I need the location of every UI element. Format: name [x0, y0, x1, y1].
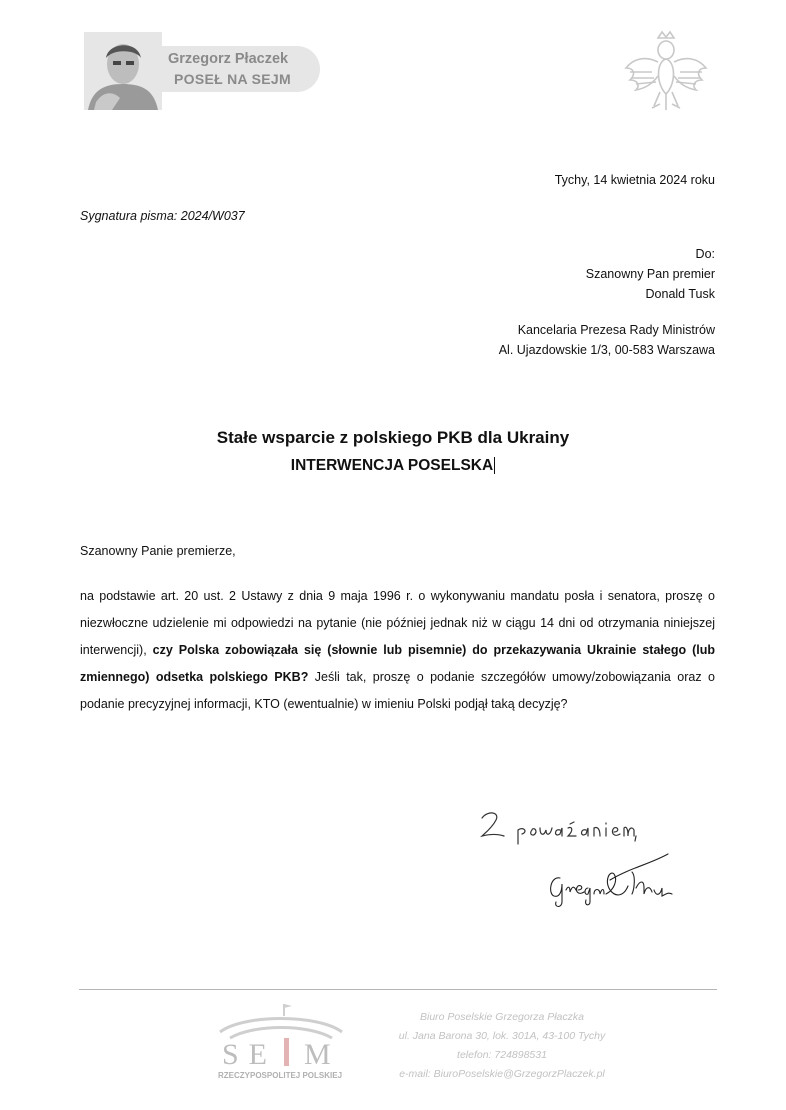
recipient-name: Donald Tusk [645, 287, 715, 301]
letter-body [80, 583, 715, 718]
eagle-emblem-icon [622, 28, 710, 116]
author-role: POSEŁ NA SEJM [174, 71, 291, 87]
recipient-label: Do: [695, 247, 715, 261]
body-text-part1: na podstawie art. 20 ust. 2 Ustawy z dnia 9 maja 1996 r. o wykonywaniu mandatu posła i senatora, proszę o niezwłoczne udzielenie mi odpowiedzi na pytanie (nie później jednak niż w ciągu 14 dni od otrzymania niniejszej interwencji), [80, 589, 715, 657]
author-photo [84, 32, 162, 110]
letter-subtitle-text: INTERWENCJA POSELSKA [290, 457, 494, 474]
author-name: Grzegorz Płaczek [168, 51, 289, 67]
recipient-office: Kancelaria Prezesa Rady Ministrów [517, 323, 715, 337]
footer-address: ul. Jana Barona 30, lok. 301A, 43-100 Tychy [398, 1030, 606, 1042]
letter-date: Tychy, 14 kwietnia 2024 roku [554, 173, 715, 187]
footer-divider [79, 989, 717, 990]
sejm-logo [214, 998, 348, 1082]
recipient-address: Al. Ujazdowskie 1/3, 00-583 Warszawa [498, 343, 715, 357]
footer-email[interactable]: e-mail: BiuroPoselskie@GrzegorzPlaczek.pl [399, 1068, 605, 1080]
svg-text:RZECZYPOSPOLITEJ POLSKIEJ: RZECZYPOSPOLITEJ POLSKIEJ [218, 1071, 343, 1080]
salutation: Szanowny Panie premierze, [80, 544, 236, 558]
footer-phone: telefon: 724898531 [457, 1049, 547, 1061]
svg-text:M: M [304, 1038, 331, 1071]
handwritten-signature [540, 850, 680, 910]
footer-office: Biuro Poselskie Grzegorza Płaczka [420, 1011, 584, 1023]
svg-text:SE: SE [222, 1038, 278, 1071]
letter-reference: Sygnatura pisma: 2024/W037 [80, 209, 245, 223]
recipient-title: Szanowny Pan premier [585, 267, 715, 281]
handwritten-closing [478, 806, 638, 846]
body-question: czy Polska zobowiązała się (słownie lub pisemnie) do przekazywania Ukrainie stałego (lub zmiennego) odsetka polskiego PKB? [80, 643, 715, 684]
body-text-part2: Jeśli tak, proszę o podanie szczegółów umowy/zobowiązania oraz o podanie precyzyjnej informacji, KTO (ewentualnie) w imieniu Polski podjął taką decyzję? [80, 670, 715, 711]
letter-title: Stałe wsparcie z polskiego PKB dla Ukrainy [216, 428, 570, 447]
letter-subtitle [0, 454, 786, 478]
